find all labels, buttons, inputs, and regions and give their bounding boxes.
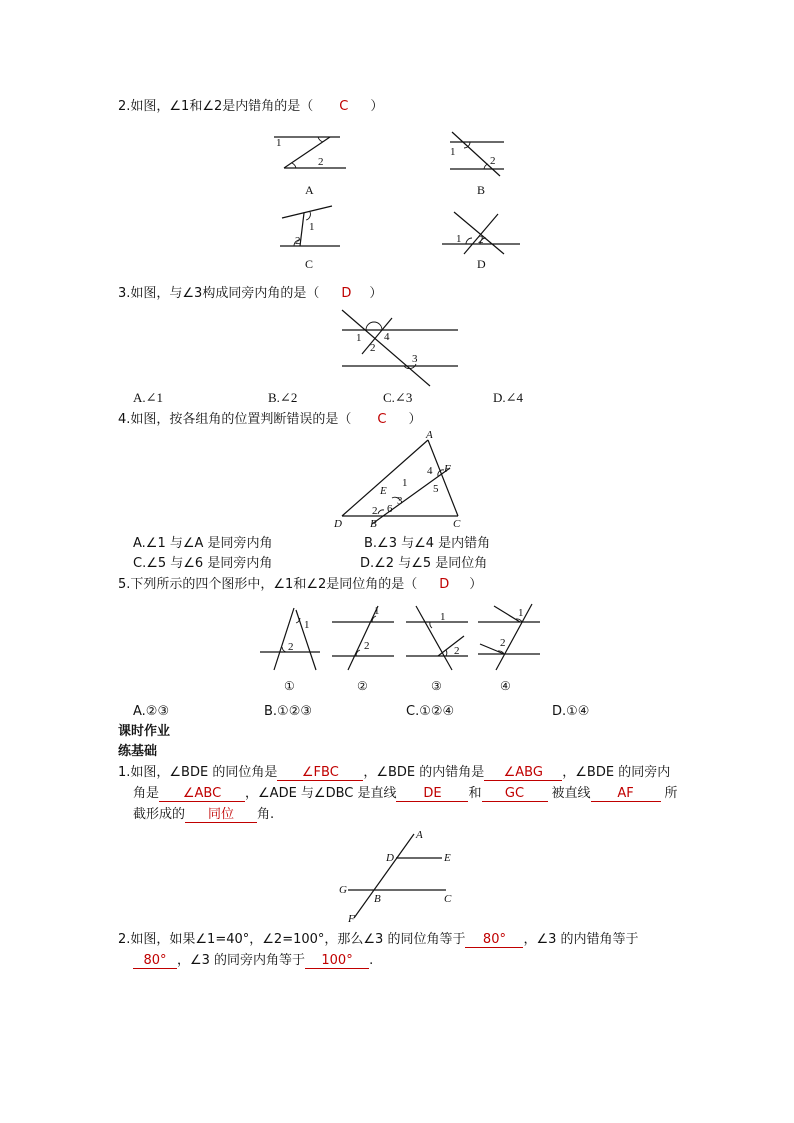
svg-text:1: 1 [440,611,446,623]
q2-caption-d: D [477,257,486,271]
svg-text:2: 2 [372,505,378,517]
svg-text:1: 1 [374,605,380,617]
hw1-text-10: 角. [257,807,275,822]
svg-text:A: A [416,829,423,841]
q2-caption-c: C [305,257,314,271]
svg-text:1: 1 [276,137,282,149]
svg-text:2: 2 [318,156,324,168]
svg-text:G: G [339,884,347,896]
q2-figure-b [444,126,514,176]
svg-text:2: 2 [490,155,496,167]
q4-figure [330,428,470,530]
hw1-text-6: 和 [468,786,482,801]
hw1-answer-2: ∠ABG [484,766,562,781]
hw2-answer-2: 80° [133,954,177,969]
hw1-line-1 [118,765,670,781]
hw2-text-1: 2.如图，如果∠1=40°，∠2=100°，那么∠3 的同位角等于 [118,932,466,947]
hw1-answer-4: DE [396,787,468,802]
svg-text:D: D [386,852,394,864]
q5-figure-3 [402,604,472,672]
q3-figure [338,306,462,388]
q2-close: ） [370,99,384,114]
svg-text:3: 3 [412,353,418,365]
q2-stem-text: 2.如图，∠1和∠2是内错角的是（ [118,99,314,114]
hw2-line-1 [118,932,639,948]
hw1-answer-3: ∠ABC [159,787,245,802]
svg-text:2: 2 [478,234,484,246]
q5-figure-4 [474,602,544,672]
q3-stem-text: 3.如图，与∠3构成同旁内角的是（ [118,286,320,301]
svg-text:1: 1 [450,146,456,158]
svg-text:2: 2 [500,637,506,649]
q2-answer: C [339,99,349,114]
svg-text:1: 1 [309,221,315,233]
svg-text:C: C [444,893,452,905]
hw1-text-1: 1.如图，∠BDE 的同位角是 [118,765,278,780]
hw1-line-2 [133,786,678,802]
q3-option-b: B.∠2 [268,390,298,405]
q2-figure-c [276,200,346,252]
q3-stem [118,286,382,302]
q5-caption-3: ③ [431,679,442,693]
q5-stem [118,577,482,593]
svg-text:E: E [380,485,387,497]
hw1-text-7: 被直线 [551,786,591,801]
svg-text:1: 1 [402,477,408,489]
q4-option-b: B.∠3 与∠4 是内错角 [364,536,491,551]
hw1-answer-7: 同位 [185,808,257,823]
hw1-answer-5: GC [482,787,548,802]
svg-text:1: 1 [304,619,310,631]
hw2-text-2: ，∠3 的内错角等于 [523,932,639,947]
svg-text:2: 2 [370,342,376,354]
hw2-line-2 [133,953,373,969]
q5-option-d: D.①④ [552,704,590,719]
hw1-text-3: ，∠BDE 的同旁内 [562,765,671,780]
section-title: 课时作业 [118,724,171,739]
q4-option-c: C.∠5 与∠6 是同旁内角 [133,556,273,571]
svg-text:F: F [348,913,355,925]
q3-option-d: D.∠4 [493,390,524,405]
q2-stem [118,99,383,115]
hw1-figure [336,826,466,924]
q5-figure-1 [256,604,326,672]
svg-text:B: B [374,893,381,905]
hw1-text-9: 截形成的 [133,807,186,822]
q5-option-a: A.②③ [133,704,170,719]
q5-caption-4: ④ [500,679,511,693]
svg-text:A: A [426,429,433,441]
svg-text:6: 6 [387,503,393,515]
q3-option-a: A.∠1 [133,390,164,405]
q2-figure-d [440,208,524,256]
svg-text:2: 2 [364,640,370,652]
svg-text:4: 4 [384,331,390,343]
svg-text:4: 4 [427,465,433,477]
hw1-answer-6: AF [591,787,661,802]
q2-caption-b: B [477,183,486,197]
q5-figure-2 [328,604,398,672]
q4-option-a: A.∠1 与∠A 是同旁内角 [133,536,273,551]
svg-text:1: 1 [518,607,524,619]
svg-text:3: 3 [397,495,403,507]
hw1-text-2: ，∠BDE 的内错角是 [363,765,485,780]
svg-text:D: D [334,518,342,530]
svg-text:1: 1 [356,332,362,344]
svg-text:E: E [444,852,451,864]
svg-text:B: B [370,518,377,530]
q5-option-b: B.①②③ [264,704,313,719]
hw2-text-4: . [369,953,374,968]
q4-answer: C [377,412,387,427]
q4-stem [118,412,422,428]
svg-text:F: F [444,463,451,475]
q2-caption-a: A [305,183,314,197]
q4-stem-text: 4.如图，按各组角的位置判断错误的是（ [118,412,352,427]
q4-option-d: D.∠2 与∠5 是同位角 [360,556,488,571]
hw1-text-5: ，∠ADE 与∠DBC 是直线 [245,786,397,801]
svg-text:2: 2 [288,641,294,653]
hw1-line-3 [133,807,274,823]
svg-text:5: 5 [433,483,439,495]
hw1-text-4: 角是 [133,786,160,801]
svg-text:1: 1 [456,233,462,245]
hw1-text-8: 所 [664,786,678,801]
hw1-answer-1: ∠FBC [277,766,363,781]
hw2-answer-3: 100° [305,954,369,969]
svg-text:2: 2 [295,235,301,247]
q3-answer: D [341,286,352,301]
q5-answer: D [439,577,450,592]
q3-close: ） [369,286,383,301]
svg-text:2: 2 [454,645,460,657]
q3-option-c: C.∠3 [383,390,413,405]
q4-close: ） [408,412,422,427]
q5-stem-text: 5.下列所示的四个图形中，∠1和∠2是同位角的是（ [118,577,418,592]
hw2-answer-1: 80° [465,933,523,948]
section-subtitle: 练基础 [118,744,158,759]
q5-caption-1: ① [284,679,295,693]
q5-caption-2: ② [357,679,368,693]
svg-text:C: C [453,518,461,530]
q5-option-c: C.①②④ [406,704,455,719]
q5-close: ） [469,577,483,592]
hw2-text-3: ，∠3 的同旁内角等于 [177,953,306,968]
q2-figure-a [270,128,350,176]
